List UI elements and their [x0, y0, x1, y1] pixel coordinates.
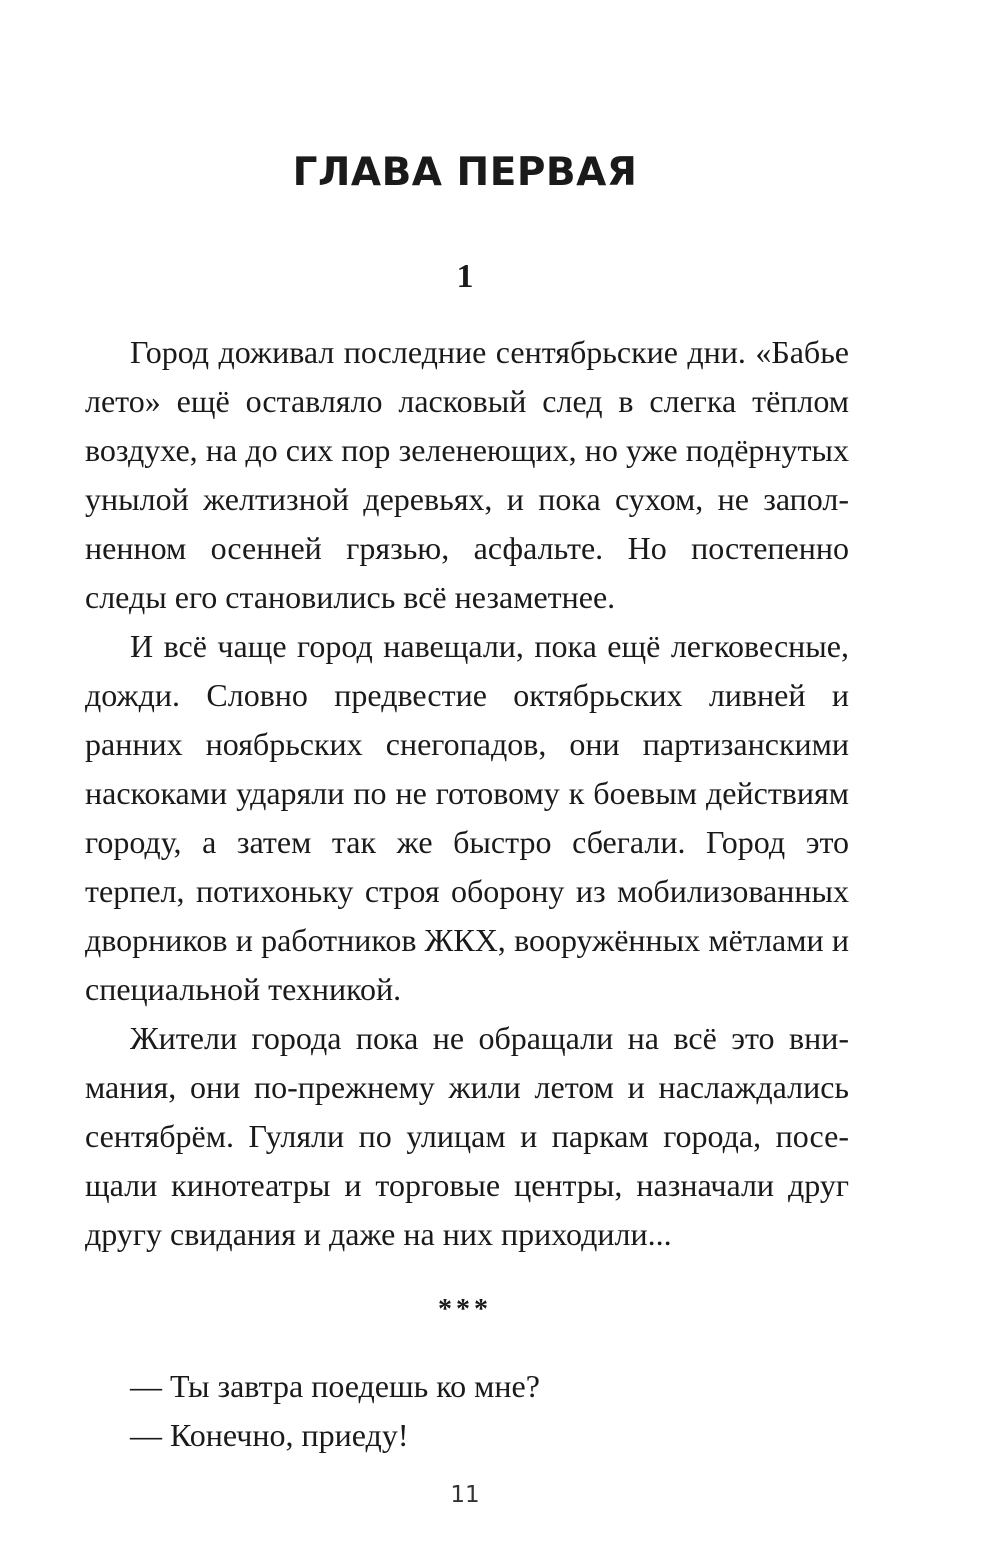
chapter-title: ГЛАВА ПЕРВАЯ [292, 150, 638, 195]
section-number: 1 [456, 258, 474, 295]
scene-separator: *** [438, 1294, 492, 1325]
paragraph: И всё чаще город навещали, пока ещё легковесные, дожди. Словно предвестие октябрьских ливней и ранних ноябрьских снегопадов, они партизанскими наскоками ударяли по не готовому к боевым действиям городу, а затем так же быстро сбегали. Город это терпел, потихоньку строя оборону из мобилизованных дворников и работников ЖКХ, вооружённых мётлами и специальной техникой. [85, 628, 849, 1007]
paragraph: Жители города пока не обращали на всё это внимания, они по-прежнему жили летом и наслаждались сентябрём. Гуляли по улицам и паркам города, посещали кинотеатры и торговые центры, назначали друг другу свидания и даже на них приходили... [85, 1020, 849, 1252]
dialogue-block [85, 1362, 849, 1460]
page-number: 11 [450, 1482, 480, 1508]
dialogue-line: — Ты завтра поедешь ко мне? [130, 1368, 540, 1404]
chapter-text [85, 328, 849, 1259]
dialogue-line: — Конечно, приеду! [130, 1417, 409, 1453]
paragraph: Город доживал последние сентябрьские дни. «Бабье лето» ещё оставляло ласковый след в слегка тёплом воздухе, на до сих пор зеленеющих, но уже подёрнутых унылой желтизной деревьях, и пока сухом, не заполненном осенней грязью, асфальте. Но постепенно следы его становились всё незаметнее. [85, 334, 849, 615]
